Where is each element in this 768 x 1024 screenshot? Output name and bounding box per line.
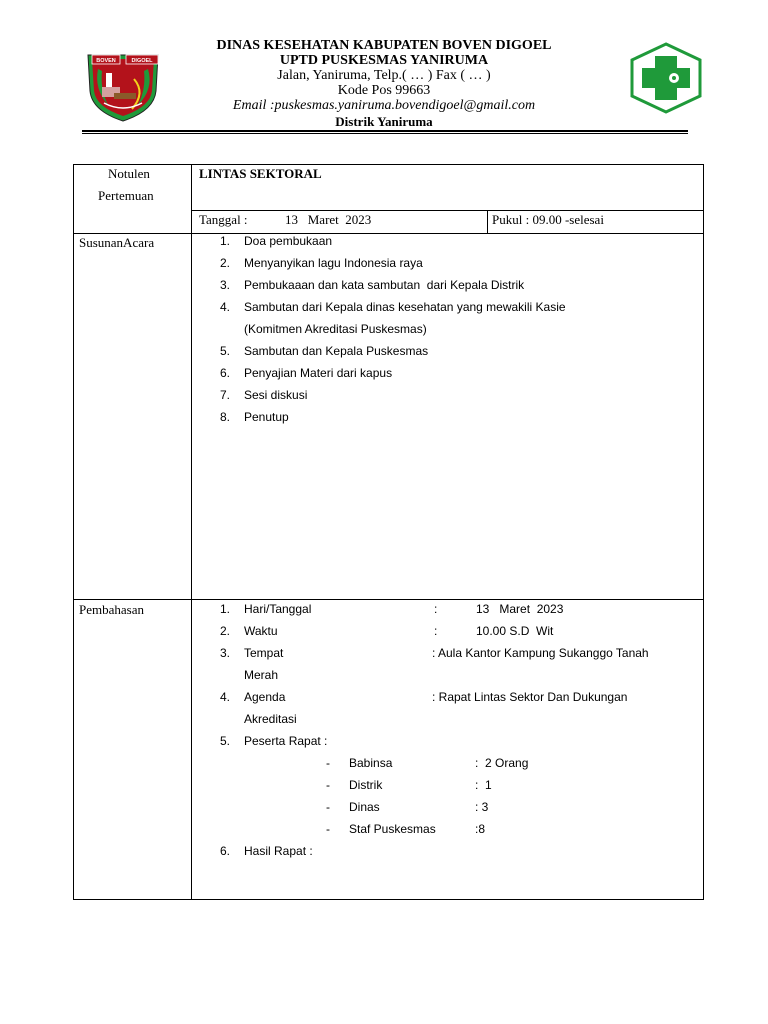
participant-dash: - bbox=[326, 756, 330, 770]
table-row-divider bbox=[74, 233, 703, 234]
emblem-text-digoel: DIGOEL bbox=[131, 58, 153, 64]
date-label: Tanggal : bbox=[199, 212, 248, 227]
agenda-item-text: Penyajian Materi dari kapus bbox=[244, 366, 393, 380]
agenda-item-number: 5. bbox=[220, 344, 231, 358]
agenda-item-number: 1. bbox=[220, 234, 231, 248]
discussion-item-colon: : bbox=[434, 624, 438, 638]
letterhead-agency: DINAS KESEHATAN KABUPATEN BOVEN DIGOEL bbox=[216, 38, 552, 53]
participant-label: Staf Puskesmas bbox=[349, 822, 436, 836]
label-pembahasan: Pembahasan bbox=[79, 602, 144, 617]
participant-dash: - bbox=[326, 822, 330, 836]
agenda-item-number: 7. bbox=[220, 388, 231, 402]
participant-dash: - bbox=[326, 800, 330, 814]
letterhead-unit: UPTD PUSKESMAS YANIRUMA bbox=[279, 53, 489, 68]
emblem-text-boven: BOVEN bbox=[96, 58, 116, 64]
discussion-item-number: 3. bbox=[220, 646, 231, 660]
participant-label: Dinas bbox=[349, 800, 380, 814]
letterhead-rule-thin bbox=[82, 133, 688, 134]
minutes-table bbox=[73, 164, 704, 900]
discussion-item-value: : Rapat Lintas Sektor Dan Dukungan bbox=[432, 690, 628, 704]
agenda-item-text: Sambutan dan Kepala Puskesmas bbox=[244, 344, 429, 358]
letterhead-district: Distrik Yaniruma bbox=[335, 114, 433, 129]
discussion-item-label: Akreditasi bbox=[244, 712, 297, 726]
agenda-item-text: Menyanyikan lagu Indonesia raya bbox=[244, 256, 423, 270]
letterhead bbox=[0, 0, 768, 140]
discussion-item-colon: : bbox=[434, 602, 438, 616]
participant-count: :8 bbox=[475, 822, 486, 836]
agenda-item-number: 2. bbox=[220, 256, 231, 270]
label-pertemuan: Pertemuan bbox=[98, 188, 154, 203]
discussion-item-label: Peserta Rapat : bbox=[244, 734, 328, 748]
discussion-item-number: 6. bbox=[220, 844, 231, 858]
agenda-item-text: Sambutan dari Kepala dinas kesehatan yang mewakili Kasie bbox=[244, 300, 566, 314]
discussion-item-label: Waktu bbox=[244, 624, 278, 638]
agenda-item-number: 3. bbox=[220, 278, 231, 292]
discussion-item-value: 10.00 S.D Wit bbox=[476, 624, 554, 638]
agenda-item-text: Penutup bbox=[244, 410, 289, 424]
agenda-item-text: Doa pembukaan bbox=[244, 234, 333, 248]
discussion-item-number: 5. bbox=[220, 734, 231, 748]
letterhead-rule-thick bbox=[82, 130, 688, 132]
discussion-item-number: 2. bbox=[220, 624, 231, 638]
participant-label: Babinsa bbox=[349, 756, 393, 770]
participant-count: : 1 bbox=[475, 778, 492, 792]
agenda-item-number: 4. bbox=[220, 300, 231, 314]
table-cell-divider bbox=[487, 210, 488, 233]
letterhead-postcode: Kode Pos 99663 bbox=[337, 83, 431, 98]
discussion-item-label: Agenda bbox=[244, 690, 286, 704]
discussion-item-value: : Aula Kantor Kampung Sukanggo Tanah bbox=[432, 646, 649, 660]
table-column-divider bbox=[191, 165, 192, 899]
participant-count: : 3 bbox=[475, 800, 489, 814]
agenda-item-number: 8. bbox=[220, 410, 231, 424]
discussion-item-label: Merah bbox=[244, 668, 279, 682]
discussion-item-label: Hari/Tanggal bbox=[244, 602, 312, 616]
participant-dash: - bbox=[326, 778, 330, 792]
discussion-item-number: 4. bbox=[220, 690, 231, 704]
time-field: Pukul : 09.00 -selesai bbox=[492, 212, 604, 227]
agenda-item-text: (Komitmen Akreditasi Puskesmas) bbox=[244, 322, 427, 336]
participant-count: : 2 Orang bbox=[475, 756, 529, 770]
discussion-item-number: 1. bbox=[220, 602, 231, 616]
date-value: 13 Maret 2023 bbox=[285, 212, 372, 227]
agenda-item-text: Pembukaaan dan kata sambutan dari Kepala Distrik bbox=[244, 278, 525, 292]
label-notulen: Notulen bbox=[108, 166, 150, 181]
discussion-item-value: 13 Maret 2023 bbox=[476, 602, 564, 616]
discussion-item-label: Hasil Rapat : bbox=[244, 844, 313, 858]
label-susunan-acara: SusunanAcara bbox=[79, 235, 155, 250]
participant-label: Distrik bbox=[349, 778, 383, 792]
agenda-item-number: 6. bbox=[220, 366, 231, 380]
agenda-item-text: Sesi diskusi bbox=[244, 388, 308, 402]
meeting-title: LINTAS SEKTORAL bbox=[199, 166, 322, 181]
puskesmas-cross-logo bbox=[628, 42, 704, 114]
letterhead-email: Email :puskesmas.yaniruma.bovendigoel@gmail.com bbox=[232, 98, 536, 113]
discussion-item-label: Tempat bbox=[244, 646, 284, 660]
letterhead-address: Jalan, Yaniruma, Telp.( … ) Fax ( … ) bbox=[277, 68, 491, 83]
table-row-divider bbox=[191, 210, 703, 211]
table-row-divider bbox=[74, 599, 703, 600]
